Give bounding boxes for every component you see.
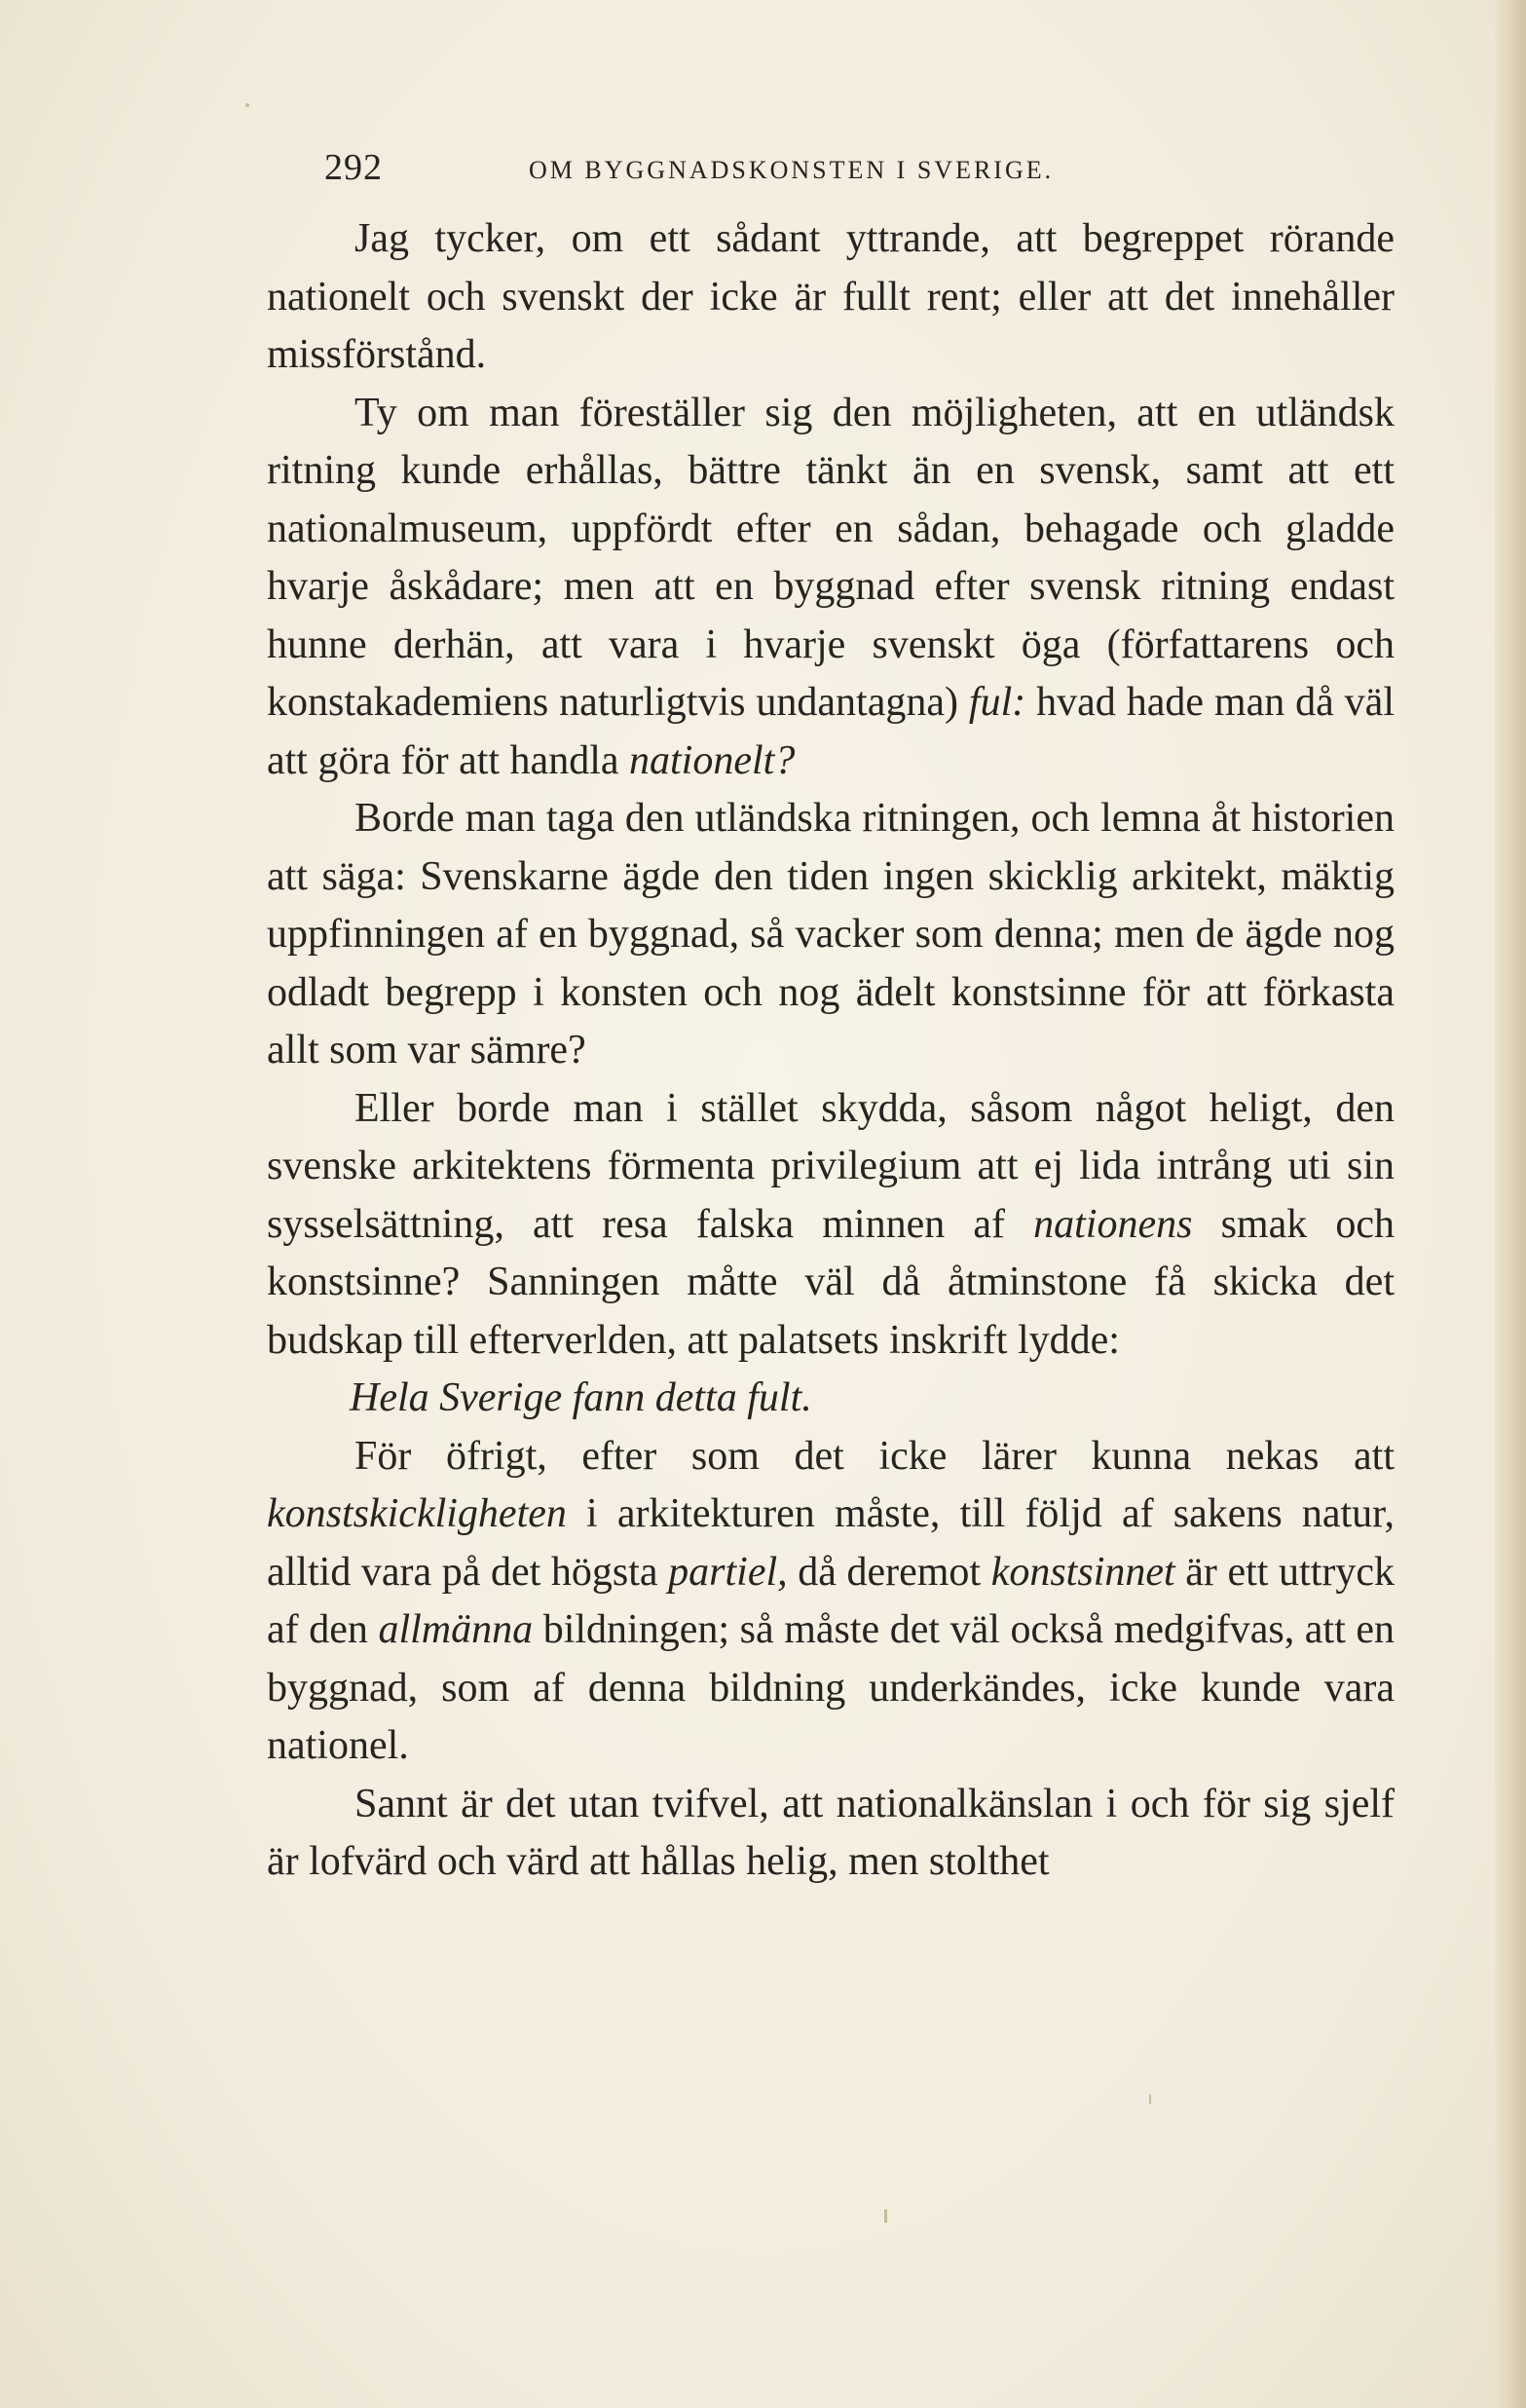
italic-text-run: allmänna <box>378 1607 534 1652</box>
paragraph <box>267 1080 1395 1371</box>
paper-speck <box>884 2209 887 2223</box>
inscription-line <box>267 1370 1395 1428</box>
text-run: Sannt är det utan tvifvel, att nationalkänslan i och för sig sjelf är lofvärd och värd att hållas helig, men stolthet <box>267 1781 1395 1884</box>
text-run: Borde man taga den utländska ritningen, och lemna åt historien att säga: Svenskarne ägde den tiden ingen skicklig arkitekt, mäktig uppfinningen af en byggnad, så vacker som denna; men de ägde nog odladt begrepp i konsten och nog ädelt konstsinne för att förkasta allt som var sämre? <box>267 796 1395 1072</box>
paragraph <box>267 790 1395 1080</box>
italic-text-run: nationelt? <box>629 737 796 783</box>
running-title: OM BYGGNADSKONSTEN I SVERIGE. <box>529 156 1055 184</box>
text-run: är ett uttryck af den <box>267 1549 1396 1652</box>
italic-text-run: konstsinnet <box>990 1549 1175 1595</box>
italic-text-run: Hela Sverige fann detta fult. <box>350 1375 812 1420</box>
text-run: i arkitekturen måste, till följd af sakens natur, alltid vara på det högsta <box>267 1491 1395 1595</box>
text-run: För öfrigt, efter som det icke lärer kunna nekas att <box>354 1433 1395 1479</box>
paper-speck <box>245 103 249 107</box>
text-run: hvad hade man då väl att göra för att handla <box>267 680 1395 783</box>
italic-text-run: konstskickligheten <box>267 1491 567 1536</box>
paragraph <box>267 210 1395 385</box>
paper-speck <box>1149 2094 1151 2104</box>
paragraph <box>267 385 1395 791</box>
paragraph <box>267 1428 1395 1776</box>
body-text <box>267 210 1395 1892</box>
text-run: smak och konstsinne? Sanningen måtte väl då åtminstone få skicka det budskap till efterverlden, att palatsets inskrift lydde: <box>267 1201 1395 1363</box>
italic-text-run: nationens <box>1033 1201 1193 1247</box>
text-run: Ty om man föreställer sig den möjligheten, att en utländsk ritning kunde erhållas, bättre tänkt än en svensk, samt att ett nationalmuseum, uppfördt efter en sådan, behagade och gladde hvarje åskådare; men att en byggnad efter svensk ritning endast hunne derhän, att vara i hvarje svenskt öga (författarens och konstakademiens naturligtvis undantagna) <box>267 390 1395 725</box>
page-gutter-edge <box>1495 0 1526 2408</box>
text-run: Eller borde man i stället skydda, såsom något heligt, den svenske arkitektens förmenta privilegium att ej lida intrång uti sin sysselsättning, att resa falska minnen af <box>267 1085 1395 1247</box>
text-run: då deremot <box>787 1549 991 1595</box>
paragraph <box>267 1776 1395 1892</box>
page-number: 292 <box>324 147 383 188</box>
italic-text-run: partiel, <box>668 1549 788 1595</box>
italic-text-run: ful: <box>968 680 1026 725</box>
page-header <box>324 146 1201 195</box>
text-run: bildningen; så måste det väl också medgifvas, att en byggnad, som af denna bildning underkändes, icke kunde vara nationel. <box>267 1607 1395 1768</box>
text-run: Jag tycker, om ett sådant yttrande, att begreppet rörande nationelt och svenskt der icke är fullt rent; eller att det innehåller missförstånd. <box>267 216 1395 377</box>
